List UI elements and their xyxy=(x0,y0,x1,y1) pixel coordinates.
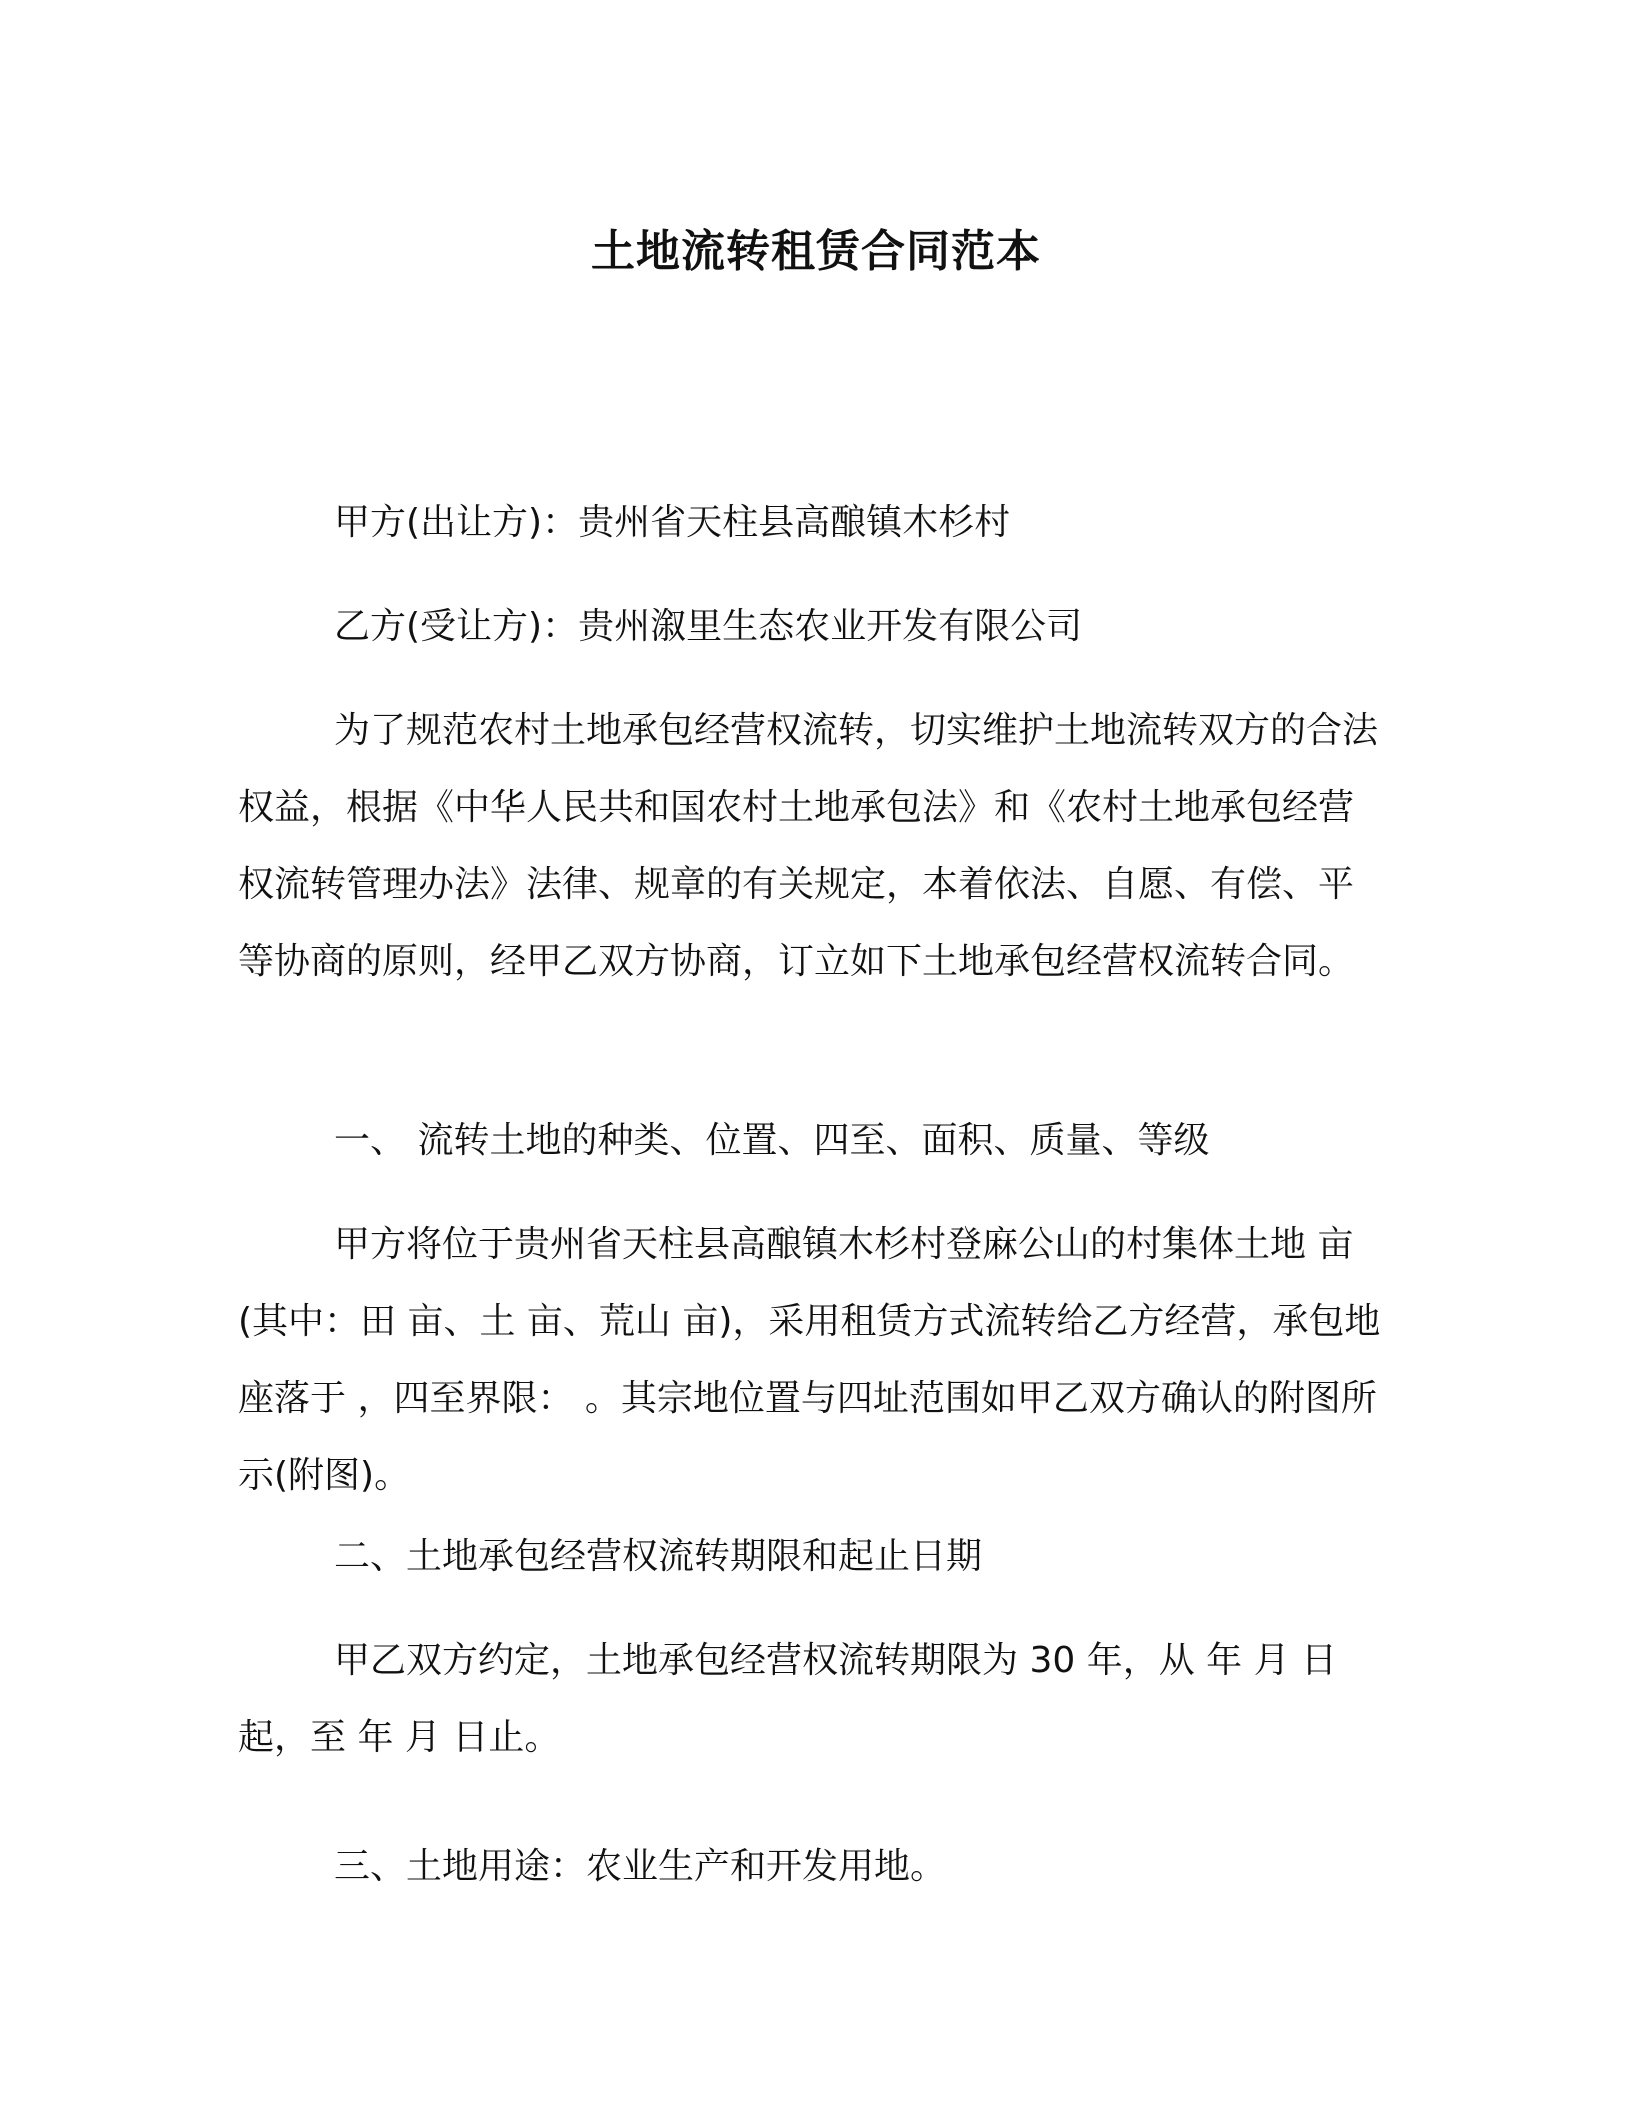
section-2-heading: 二、土地承包经营权流转期限和起止日期 xyxy=(334,1536,983,1577)
section-2-body: 甲乙双方约定，土地承包经营权流转期限为 30 年，从 年 月 日起，至 年 月 日止。 xyxy=(238,1640,1338,1758)
party-a-line: 甲方(出让方)：贵州省天柱县高酿镇木杉村 xyxy=(334,502,1011,543)
party-b-line: 乙方(受让方)：贵州溆里生态农业开发有限公司 xyxy=(334,606,1083,647)
section-1-body: 甲方将位于贵州省天柱县高酿镇木杉村登麻公山的村集体土地 亩(其中：田 亩、土 亩、荒山 亩)，采用租赁方式流转给乙方经营，承包地座落于 ，四至界限： 。其宗地位置与四址范围如甲乙双方确认的附图所示(附图)。 xyxy=(238,1224,1381,1496)
document-title: 土地流转租赁合同范本 xyxy=(591,226,1041,277)
section-3-line: 三、土地用途：农业生产和开发用地。 xyxy=(334,1846,947,1887)
section-1-heading: 一、 流转土地的种类、位置、四至、面积、质量、等级 xyxy=(334,1120,1210,1161)
intro-paragraph: 为了规范农村土地承包经营权流转，切实维护土地流转双方的合法权益，根据《中华人民共和国农村土地承包法》和《农村土地承包经营权流转管理办法》法律、规章的有关规定，本着依法、自愿、有偿、平等协商的原则，经甲乙双方协商，订立如下土地承包经营权流转合同。 xyxy=(238,710,1379,982)
